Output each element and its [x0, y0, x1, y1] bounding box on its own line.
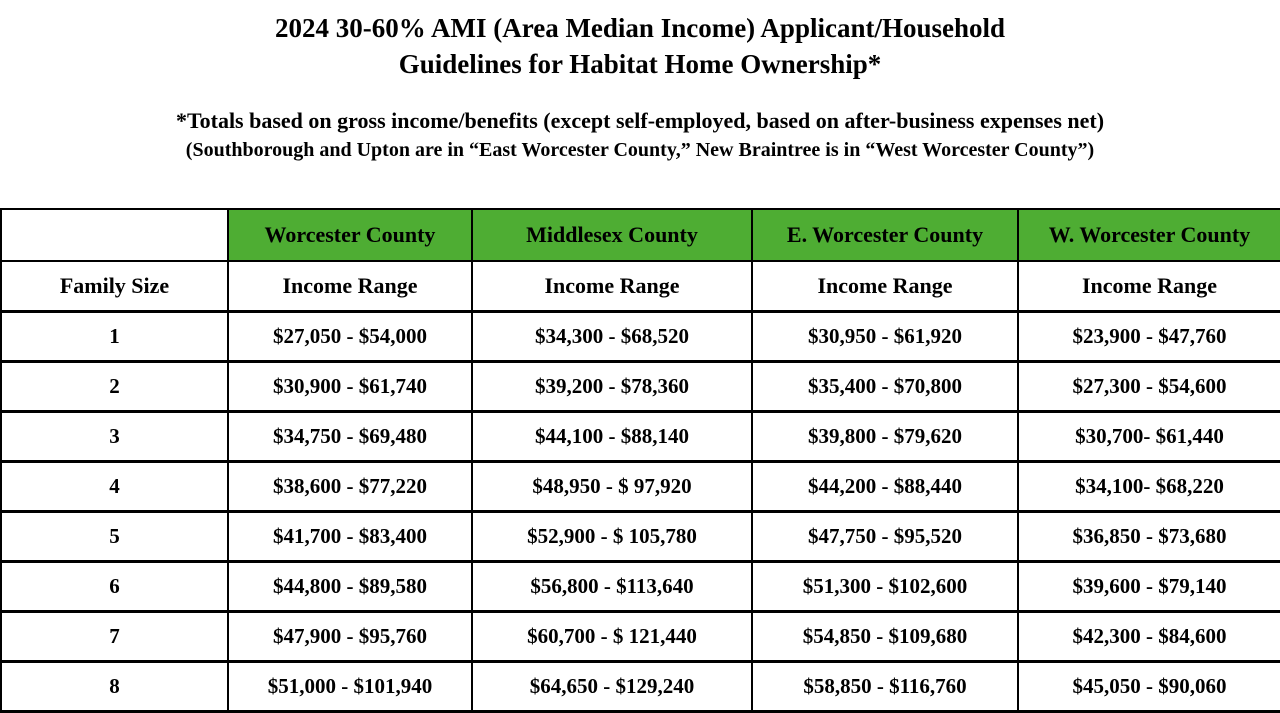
income-cell-worcester: $51,000 - $101,940 — [228, 661, 472, 711]
table-row-family-4 — [1, 461, 1280, 511]
income-cell-worcester: $30,900 - $61,740 — [228, 361, 472, 411]
family-size-header: Family Size — [1, 261, 228, 311]
county-header-e-worcester: E. Worcester County — [752, 209, 1018, 261]
income-range-header-e-worcester: Income Range — [752, 261, 1018, 311]
income-cell-w-worcester: $30,700- $61,440 — [1018, 411, 1280, 461]
income-cell-e-worcester: $44,200 - $88,440 — [752, 461, 1018, 511]
footnote-county-mapping: (Southborough and Upton are in “East Worcester County,” New Braintree is in “West Worcester County”) — [185, 139, 1095, 161]
county-header-worcester: Worcester County — [228, 209, 472, 261]
income-cell-e-worcester: $58,850 - $116,760 — [752, 661, 1018, 711]
table-row-family-3 — [1, 411, 1280, 461]
income-cell-w-worcester: $45,050 - $90,060 — [1018, 661, 1280, 711]
income-cell-worcester: $44,800 - $89,580 — [228, 561, 472, 611]
income-range-header-worcester: Income Range — [228, 261, 472, 311]
income-cell-e-worcester: $54,850 - $109,680 — [752, 611, 1018, 661]
income-cell-middlesex: $60,700 - $ 121,440 — [472, 611, 752, 661]
income-cell-w-worcester: $36,850 - $73,680 — [1018, 511, 1280, 561]
family-size-cell: 2 — [1, 361, 228, 411]
subheader-row — [1, 261, 1280, 311]
footnote-income-basis: *Totals based on gross income/benefits (except self-employed, based on after-business expenses net) — [175, 108, 1105, 133]
page-title-line1: 2024 30-60% AMI (Area Median Income) Applicant/Household — [274, 13, 1005, 43]
table-row-family-8 — [1, 661, 1280, 711]
family-size-cell: 4 — [1, 461, 228, 511]
income-range-header-middlesex: Income Range — [472, 261, 752, 311]
income-cell-w-worcester: $34,100- $68,220 — [1018, 461, 1280, 511]
table-row-family-7 — [1, 611, 1280, 661]
footnotes — [0, 106, 1280, 164]
income-cell-worcester: $27,050 - $54,000 — [228, 311, 472, 361]
income-cell-worcester: $38,600 - $77,220 — [228, 461, 472, 511]
income-cell-e-worcester: $47,750 - $95,520 — [752, 511, 1018, 561]
county-header-w-worcester: W. Worcester County — [1018, 209, 1280, 261]
county-header-middlesex: Middlesex County — [472, 209, 752, 261]
family-size-cell: 7 — [1, 611, 228, 661]
income-cell-e-worcester: $35,400 - $70,800 — [752, 361, 1018, 411]
income-cell-w-worcester: $23,900 - $47,760 — [1018, 311, 1280, 361]
table-row-family-2 — [1, 361, 1280, 411]
income-cell-middlesex: $56,800 - $113,640 — [472, 561, 752, 611]
income-cell-worcester: $34,750 - $69,480 — [228, 411, 472, 461]
family-size-cell: 3 — [1, 411, 228, 461]
family-size-cell: 6 — [1, 561, 228, 611]
page-title-line2: Guidelines for Habitat Home Ownership* — [398, 49, 882, 79]
corner-cell — [1, 209, 228, 261]
income-cell-middlesex: $39,200 - $78,360 — [472, 361, 752, 411]
income-cell-e-worcester: $30,950 - $61,920 — [752, 311, 1018, 361]
income-cell-w-worcester: $42,300 - $84,600 — [1018, 611, 1280, 661]
table-row-family-5 — [1, 511, 1280, 561]
family-size-cell: 8 — [1, 661, 228, 711]
income-cell-e-worcester: $51,300 - $102,600 — [752, 561, 1018, 611]
income-range-header-w-worcester: Income Range — [1018, 261, 1280, 311]
county-header-row — [1, 209, 1280, 261]
income-guidelines-table — [0, 208, 1280, 713]
income-cell-worcester: $41,700 - $83,400 — [228, 511, 472, 561]
income-cell-e-worcester: $39,800 - $79,620 — [752, 411, 1018, 461]
income-cell-middlesex: $44,100 - $88,140 — [472, 411, 752, 461]
table-row-family-1 — [1, 311, 1280, 361]
income-cell-middlesex: $34,300 - $68,520 — [472, 311, 752, 361]
income-cell-w-worcester: $39,600 - $79,140 — [1018, 561, 1280, 611]
family-size-cell: 1 — [1, 311, 228, 361]
income-cell-middlesex: $48,950 - $ 97,920 — [472, 461, 752, 511]
income-cell-w-worcester: $27,300 - $54,600 — [1018, 361, 1280, 411]
income-cell-worcester: $47,900 - $95,760 — [228, 611, 472, 661]
table-row-family-6 — [1, 561, 1280, 611]
income-cell-middlesex: $52,900 - $ 105,780 — [472, 511, 752, 561]
page-title — [0, 10, 1280, 82]
income-cell-middlesex: $64,650 - $129,240 — [472, 661, 752, 711]
family-size-cell: 5 — [1, 511, 228, 561]
